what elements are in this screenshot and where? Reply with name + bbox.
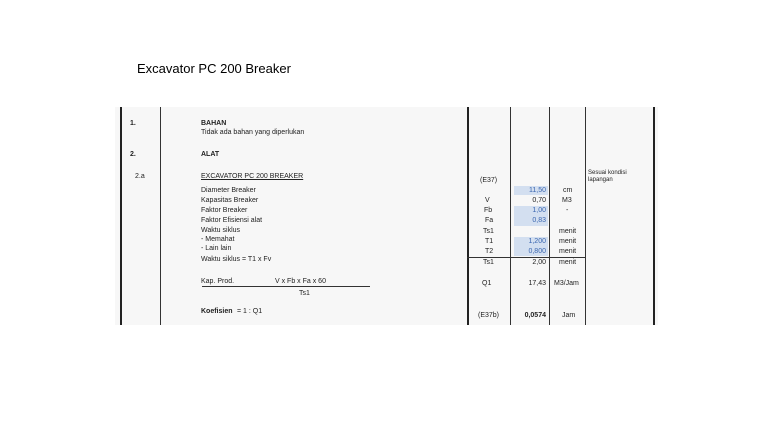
section-number: 1. <box>130 120 136 127</box>
page-title: Excavator PC 200 Breaker <box>137 61 291 76</box>
row-unit: menit <box>559 228 577 235</box>
row-symbol: V <box>485 197 490 204</box>
production-symbol: Q1 <box>482 280 492 287</box>
row-value: 0,70 <box>532 197 546 204</box>
row-label: - Memahat <box>201 236 235 243</box>
section-heading: BAHAN <box>201 120 227 127</box>
production-value: 17,43 <box>528 280 546 287</box>
row-value: 1,00 <box>532 207 546 214</box>
column-divider <box>160 107 161 325</box>
row-label: Faktor Breaker <box>201 207 248 214</box>
fraction-bar <box>202 286 370 287</box>
coefficient-value: 0,0574 <box>524 312 546 319</box>
section-heading: ALAT <box>201 151 220 158</box>
subsection-heading: EXCAVATOR PC 200 BREAKER <box>201 173 304 180</box>
scanned-table <box>115 107 658 325</box>
row-value: 11,50 <box>529 187 546 194</box>
column-divider <box>467 107 469 325</box>
subsection-number: 2.a <box>135 173 145 180</box>
row-symbol: Ts1 <box>483 228 494 235</box>
row-label: Kapasitas Breaker <box>201 197 259 204</box>
section-number: 2. <box>130 151 136 158</box>
note-text: Sesuai kondisi lapangan <box>588 170 627 183</box>
column-divider <box>549 107 550 325</box>
row-symbol: Ts1 <box>483 259 494 266</box>
coefficient-label: Koefisien <box>201 308 233 315</box>
row-unit: menit <box>559 248 577 255</box>
production-unit: M3/Jam <box>554 280 579 287</box>
production-label: Kap. Prod. <box>201 278 235 285</box>
row-unit: menit <box>559 259 577 266</box>
coefficient-unit: Jam <box>562 312 576 319</box>
coefficient-formula: = 1 : Q1 <box>237 308 263 315</box>
column-divider <box>585 107 586 325</box>
row-value: 0,83 <box>532 217 546 224</box>
row-symbol: Fa <box>485 217 494 224</box>
column-divider <box>510 107 511 325</box>
row-label: Faktor Efisiensi alat <box>201 217 263 224</box>
row-symbol: Fb <box>484 207 493 214</box>
production-denominator: Ts1 <box>299 290 310 297</box>
row-value: 1,200 <box>528 238 546 245</box>
section-subtext: Tidak ada bahan yang diperlukan <box>201 129 305 136</box>
row-unit: M3 <box>562 197 572 204</box>
row-value: 0,800 <box>528 248 546 255</box>
row-symbol: T1 <box>485 238 494 245</box>
table-border-left <box>120 107 122 325</box>
row-label: Diameter Breaker <box>201 187 256 194</box>
code-label: (E37) <box>480 177 498 184</box>
row-unit: cm <box>563 187 573 194</box>
row-label: - Lain lain <box>201 245 232 252</box>
row-label: Waktu siklus <box>201 227 241 234</box>
row-unit: - <box>566 207 569 214</box>
row-value: 2,00 <box>532 259 546 266</box>
table-border-right <box>653 107 655 325</box>
row-symbol: T2 <box>485 248 494 255</box>
production-numerator: V x Fb x Fa x 60 <box>275 278 326 285</box>
row-unit: menit <box>559 238 577 245</box>
coefficient-code: (E37b) <box>478 312 500 319</box>
row-label: Waktu siklus = T1 x Fv <box>201 256 272 263</box>
